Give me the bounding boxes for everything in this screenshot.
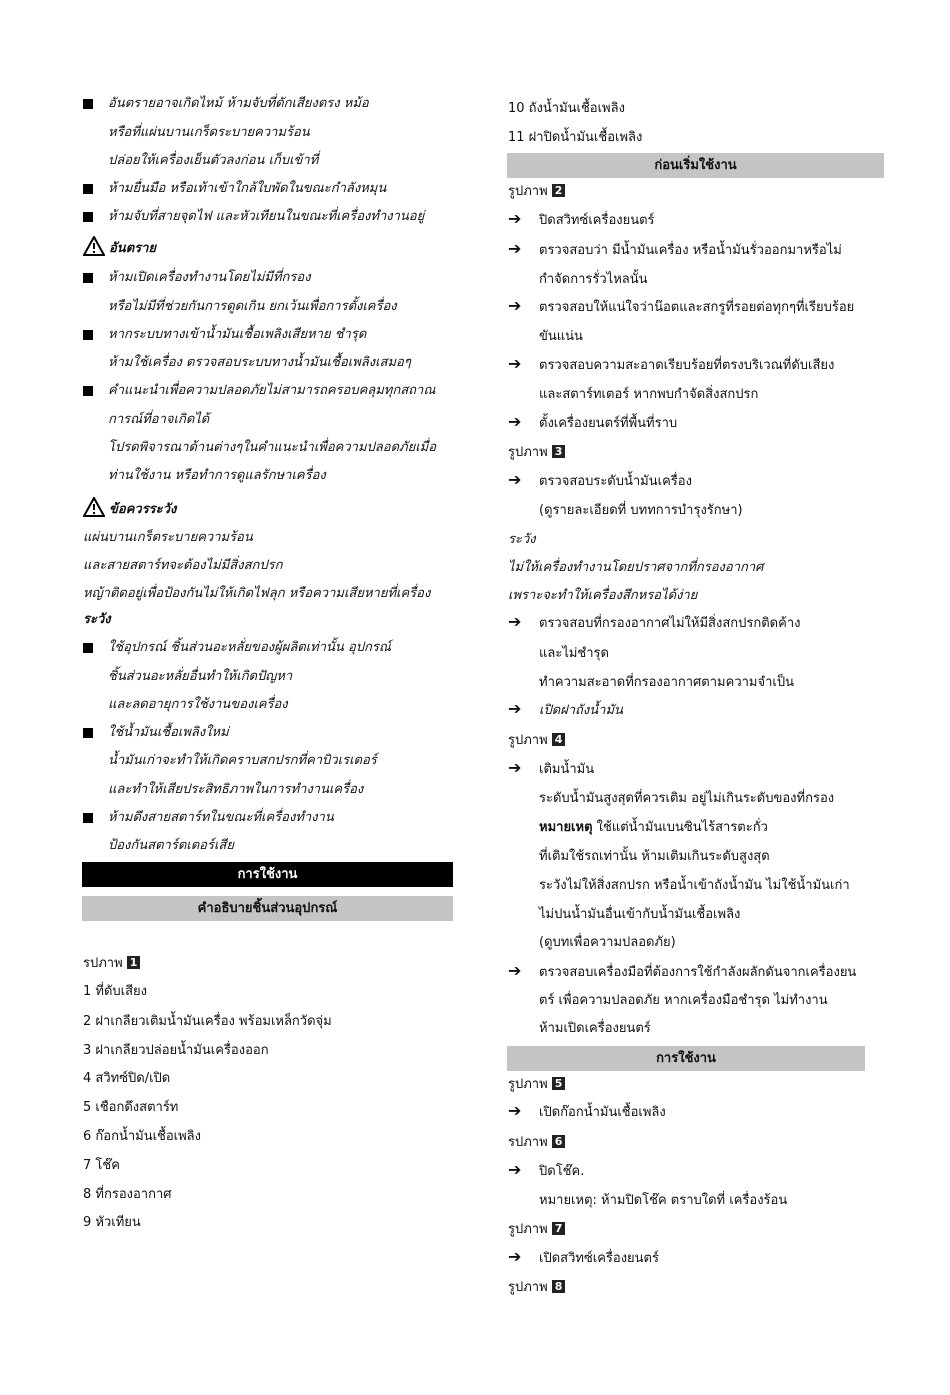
step-text: ขันแน่น [539,329,583,344]
danger-text: หรือไม่มีที่ช่วยกันการดูดเกิน ยกเว้นเพื่อการตั้งเครื่อง [108,299,397,314]
before-use-header: ก่อนเริ่มใช้งาน [507,153,884,178]
bullet-icon [83,643,93,653]
parts-description-header: คำอธิบายชิ้นส่วนอุปกรณ์ [82,896,453,921]
arrow-icon: ➔ [508,758,522,777]
part-item: 1 ที่ดับเสียง [83,984,148,999]
figure-number-badge: 1 [127,956,141,969]
danger-text: ห้ามเปิดเครื่องทำงานโดยไม่มีที่กรอง [108,270,311,285]
caution-label: ข้อควรระวัง [109,502,177,517]
figure-number-badge: 7 [552,1222,566,1235]
arrow-icon: ➔ [508,1101,522,1120]
care-text: ไม่ให้เครื่องทำงานโดยปราศจากที่กรองอากาศ [508,560,764,575]
part-item: 7 โช๊ค [83,1158,120,1173]
part-item: 8 ที่กรองอากาศ [83,1187,172,1202]
care-text: ชิ้นส่วนอะหลั่ยอื่นทำให้เกิดปัญหา [108,669,293,684]
step-text: เปิดก๊อกน้ำมันเชื้อเพลิง [539,1105,666,1120]
part-item: 10 ถังน้ำมันเชื้อเพลิง [508,101,625,116]
caution-text: แผ่นบานเกร็ดระบายความร้อน [83,530,253,545]
step-text: ไม่ปนน้ำมันอื่นเข้ากับน้ำมันเชื้อเพลิง [539,907,741,922]
step-text: (ดูรายละเอียดที่ บททการบำรุงรักษา) [539,503,743,518]
part-item: 11 ฝาปิดน้ำมันเชื้อเพลิง [508,130,643,145]
warning-text: ห้ามจับที่สายจุดไฟ และหัวเทียนในขณะที่เครื่องทำงานอยู่ [108,209,425,224]
warning-text: หรือที่แผ่นบานเกร็ดระบายความร้อน [108,125,310,140]
step-text: ตรวจสอบระดับน้ำมันเครื่อง [539,474,692,489]
arrow-icon: ➔ [508,961,522,980]
step-text: ตรวจสอบความสะอาดเรียบร้อยที่ตรงบริเวณที่ดับเสียง [539,358,835,373]
step-text: ตั้งเครื่องยนตร์ที่พื้นที่ราบ [539,416,678,431]
note-text: หมายเหตุ ใช้แต่น้ำมันเบนซินไร้สารตะกั่ว [539,820,768,835]
care-text: และลดอายุการใช้งานของเครื่อง [108,697,288,712]
bullet-icon [83,212,93,222]
figure-4-label: รูปภาพ 4 [508,732,565,750]
bullet-icon [83,330,93,340]
step-text: ทำความสะอาดที่กรองอากาศตามความจำเป็น [539,675,794,690]
arrow-icon: ➔ [508,470,522,489]
step-text: และไม่ชำรุด [539,646,609,661]
danger-text: โปรดพิจารณาด้านต่างๆในคำแนะนำเพื่อความปลอดภัยเมื่อ [108,440,437,455]
arrow-icon: ➔ [508,612,522,631]
danger-heading [83,236,156,260]
step-text: ห้ามเปิดเครื่องยนตร์ [539,1021,651,1036]
figure-7-label: รูปภาพ 7 [508,1221,565,1239]
care-text: ป้องกันสตาร์ตเตอร์เสีย [108,838,234,853]
bullet-icon [83,273,93,283]
arrow-icon: ➔ [508,296,522,315]
warning-triangle-icon [83,497,105,517]
danger-label: อันตราย [109,241,157,256]
step-text: (ดูบทเพื่อความปลอดภัย) [539,935,676,950]
bullet-icon [83,386,93,396]
part-item: 3 ฝาเกลียวปล่อยน้ำมันเครื่องออก [83,1043,269,1058]
step-text: เติมน้ำมัน [539,762,595,777]
caution-heading [83,497,176,521]
step-text: กำจัดการรั่วไหลนั้น [539,272,648,287]
step-text: ระวังไม่ให้สิ่งสกปรก หรือน้ำเข้าถังน้ำมัน ไม่ใช้น้ำมันเก่า [539,878,850,893]
step-text: ตรวจสอบเครื่องมือที่ต้องการใช้กำลังผลักดันจากเครื่องยน [539,965,857,980]
figure-number-badge: 8 [552,1280,566,1293]
care-text: ใช้น้ำมันเชื้อเพลิงใหม่ [108,725,229,740]
step-text: ระดับน้ำมันสูงสุดที่ควรเติม อยู่ไม่เกินระดับของที่กรอง [539,791,835,806]
warning-text: ปล่อยให้เครื่องเย็นตัวลงก่อน เก็บเข้าที่ [108,153,319,168]
figure-2-label: รูปภาพ 2 [508,183,565,201]
danger-text: คำแนะนำเพื่อความปลอดภัยไม่สามารถครอบคลุมทุกสถาณ [108,383,436,398]
step-text: ตร์ เพื่อความปลอดภัย หากเครื่องมือชำรุด ไม่ทำงาน [539,993,828,1008]
care-label: ระวัง [508,532,536,547]
figure-number-badge: 6 [552,1135,566,1148]
bullet-icon [83,99,93,109]
danger-text: หากระบบทางเข้าน้ำมันเชื้อเพลิงเสียหาย ชำรุด [108,327,367,342]
part-item: 5 เชือกดึงสตาร์ท [83,1100,179,1115]
care-label: ระวัง [83,612,111,627]
part-item: 2 ฝาเกลียวเติมน้ำมันเครื่อง พร้อมเหล็กวัดจุ่ม [83,1014,332,1029]
warning-triangle-icon [83,236,105,256]
step-text: ตรวจสอบให้แน่ใจว่าน๊อตและสกรูที่รอยต่อทุกๆที่เรียบร้อย [539,300,855,315]
figure-8-label: รูปภาพ 8 [508,1279,565,1297]
step-text: เปิดสวิทซ์เครื่องยนตร์ [539,1251,659,1266]
part-item: 6 ก๊อกน้ำมันเชื้อเพลิง [83,1129,201,1144]
figure-6-label: รปภาพ 6 [508,1134,565,1152]
care-text: และทำให้เสียประสิทธิภาพในการทำงานเครื่อง [108,782,364,797]
warning-text: อันตรายอาจเกิดไหม้ ห้ามจับที่ดักเสียงตรง หม้อ [108,96,369,111]
figure-number-badge: 3 [552,445,566,458]
caution-text: หญ้าติดอยู่เพื่อป้องกันไม่ให้เกิดไฟลุก หรือความเสียหายที่เครื่อง [83,586,431,601]
figure-number-badge: 2 [552,184,566,197]
step-text: ตรวจสอบที่กรองอากาศไม่ให้มีสิ่งสกปรกติดค้าง [539,616,801,631]
danger-text: ห้ามใช้เครื่อง ตรวจสอบระบบทางน้ำมันเชื้อเพลิงเสมอๆ [108,355,411,370]
danger-text: การณ์ที่อาจเกิดได้ [108,412,210,427]
bullet-icon [83,728,93,738]
care-text: เพราะจะทำให้เครื่องสึกหรอได้ง่าย [508,588,698,603]
caution-text: และสายสตาร์ทจะต้องไม่มีสิ่งสกปรก [83,558,283,573]
arrow-icon: ➔ [508,239,522,258]
arrow-icon: ➔ [508,209,522,228]
figure-3-label: รูปภาพ 3 [508,444,565,462]
part-item: 4 สวิทซ์ปิด/เปิด [83,1071,171,1086]
step-text: ตรวจสอบว่า มีน้ำมันเครื่อง หรือน้ำมันรั่วออกมาหรือไม่ [539,243,842,258]
step-text: ปิดสวิทซ์เครื่องยนตร์ [539,213,655,228]
care-text: ห้ามดึงสายสตาร์ทในขณะที่เครื่องทำงาน [108,810,334,825]
step-text: และสตาร์ทเตอร์ หากพบกำจัดสิ่งสกปรก [539,387,759,402]
arrow-icon: ➔ [508,412,522,431]
warning-text: ห้ามยื่นมือ หรือเท้าเข้าใกล้ใบพัดในขณะกำลังหมุน [108,181,387,196]
note-text: หมายเหตุ: ห้ามปิดโช๊ค ตราบใดที่ เครื่องร้อน [539,1193,788,1208]
step-text: ปิดโช๊ค. [539,1164,585,1179]
care-text: ใช้อุปกรณ์ ชิ้นส่วนอะหลั่ยของผู้ผลิตเท่านั้น อุปกรณ์ [108,640,391,655]
arrow-icon: ➔ [508,1247,522,1266]
figure-5-label: รูปภาพ 5 [508,1076,565,1094]
arrow-icon: ➔ [508,1160,522,1179]
arrow-icon: ➔ [508,354,522,373]
arrow-icon: ➔ [508,699,522,718]
bullet-icon [83,184,93,194]
danger-text: ท่านใช้งาน หรือทำการดูแลรักษาเครื่อง [108,468,326,483]
figure-number-badge: 4 [552,733,566,746]
figure-number-badge: 5 [552,1077,566,1090]
figure-1-label: รปภาพ 1 [83,955,140,973]
care-text: น้ำมันเก่าจะทำให้เกิดคราบสกปรกที่คาบิวเรเตอร์ [108,753,377,768]
step-text: เปิดฝาถังน้ำมัน [539,703,623,718]
bullet-icon [83,813,93,823]
part-item: 9 หัวเทียน [83,1215,141,1230]
step-text: ที่เติมใช้รถเท่านั้น ห้ามเติมเกินระดับสูงสุด [539,849,770,864]
note-label: หมายเหตุ [539,820,593,835]
operation-section-header: การใช้งาน [82,862,453,887]
operation-header: การใช้งาน [507,1046,865,1071]
